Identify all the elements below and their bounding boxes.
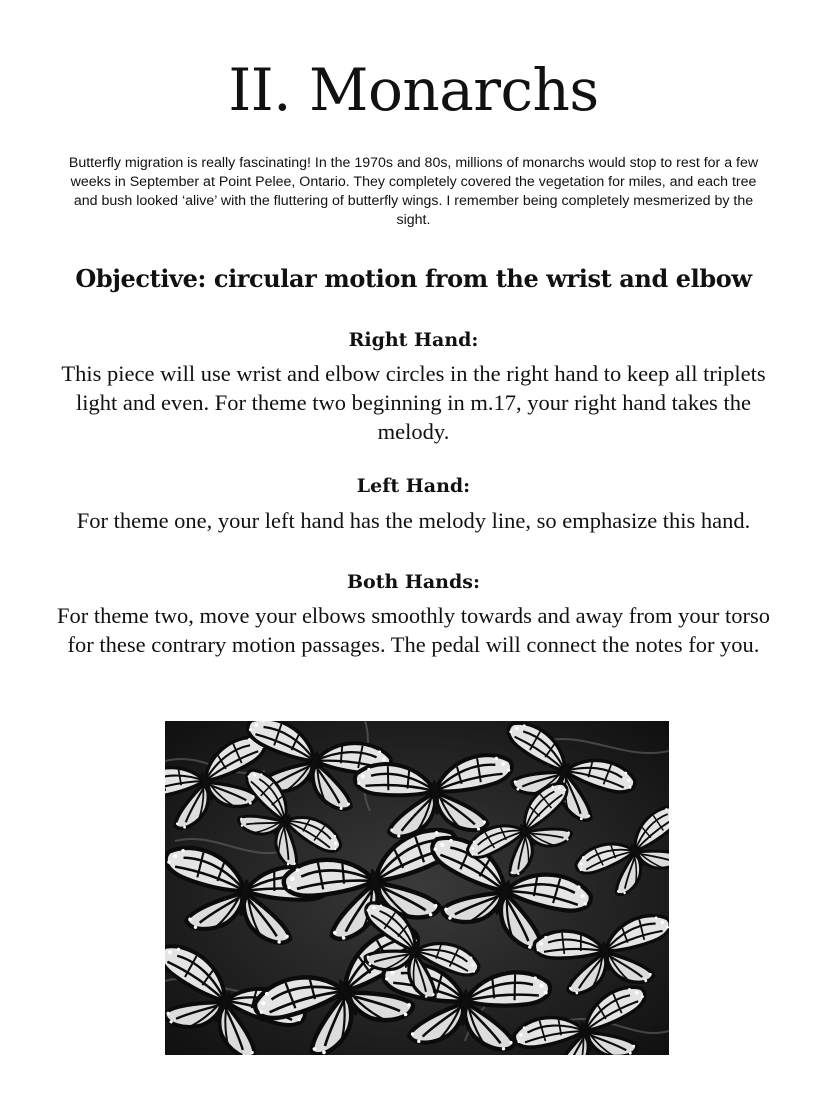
butterfly-cluster-image [165, 721, 669, 1055]
page-title: II. Monarchs [228, 56, 599, 124]
left-hand-text: For theme one, your left hand has the melody line, so emphasize this hand. [76, 508, 751, 533]
intro-paragraph: Butterfly migration is really fascinating! In the 1970s and 80s, millions of monarchs would stop to rest for a few weeks in September at Point Pelee, Ontario. They completely covered the vegetation for miles, and each tree and bush looked ‘alive’ with the fluttering of butterfly wings. I remember being completely mesmerized by the sight. [68, 155, 759, 228]
both-hands-text: For theme two, move your elbows smoothly towards and away from your torso for these contrary motion passages. The pedal will connect the notes for you. [56, 603, 770, 657]
both-hands-heading: Both Hands: [346, 571, 480, 593]
monarch-butterflies-photo [165, 721, 669, 1055]
objective-heading: Objective: circular motion from the wrist and elbow [75, 264, 752, 293]
left-hand-heading: Left Hand: [356, 475, 471, 497]
right-hand-text: This piece will use wrist and elbow circles in the right hand to keep all triplets light and even. For theme two beginning in m.17, your right hand takes the melody. [61, 361, 766, 444]
right-hand-heading: Right Hand: [348, 329, 479, 351]
